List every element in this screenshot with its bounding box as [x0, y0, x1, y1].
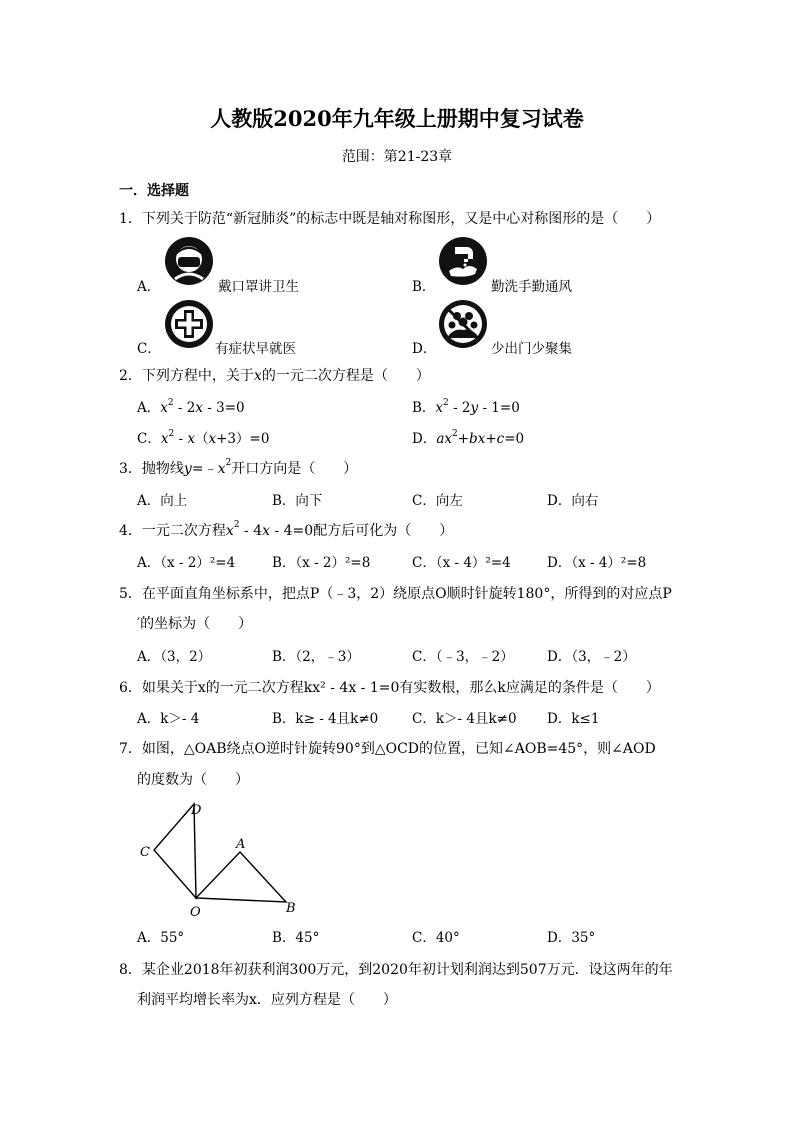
- q1-option-d-letter: D．: [412, 341, 437, 357]
- q1-option-b-caption: 勤洗手勤通风: [491, 279, 572, 295]
- question-7-stem-line2: 的度数为（ ）: [137, 772, 249, 788]
- page-title: 人教版2020年九年级上册期中复习试卷: [210, 106, 584, 131]
- q2-option-d: D．$ax^2+bx+c=0$: [412, 428, 525, 447]
- question-7-stem-line1: 7．如图，△OAB绕点O逆时针旋转90°到△OCD的位置，已知∠AOB=45°，则∠AOD: [119, 741, 656, 757]
- label-d: D: [191, 803, 202, 818]
- q6-option-b: B．k≥ - 4且k≠0: [272, 711, 379, 727]
- q6-option-c: C．k＞- 4且k≠0: [412, 711, 517, 727]
- question-8-stem-line2: 利润平均增长率为x．应列方程是（ ）: [137, 992, 397, 1008]
- q1-option-c-letter: C．: [137, 341, 161, 357]
- section-heading: 一．选择题: [119, 183, 189, 199]
- label-c: C: [140, 845, 150, 860]
- no-crowd-icon: [437, 298, 489, 354]
- q4-option-b: B．（x - 2）²=8: [272, 555, 371, 571]
- q5-option-b: B．（2，﹣3）: [272, 649, 360, 665]
- q3-option-a: A．向上: [137, 493, 188, 509]
- question-2-stem: 2．下列方程中，关于x的一元二次方程是（ ）: [119, 368, 430, 384]
- question-5-stem-line1: 5．在平面直角坐标系中，把点P（﹣3，2）绕原点O顺时针旋转180°，所得到的对应点P: [119, 586, 672, 602]
- q4-option-a: A．（x - 2）²=4: [137, 555, 236, 571]
- q1-option-c-caption: 有症状早就医: [215, 341, 296, 357]
- q7-option-d: D．35°: [547, 930, 596, 946]
- q4-option-d: D．（x - 4）²=8: [547, 555, 647, 571]
- medical-cross-icon: [163, 298, 215, 354]
- hand-wash-icon: [437, 235, 489, 291]
- q3-option-c: C．向左: [412, 493, 463, 509]
- q7-option-b: B．45°: [272, 930, 320, 946]
- q2-option-c: C．$x^2 - x(x+3)=0$: [137, 428, 270, 447]
- label-o: O: [190, 905, 201, 920]
- q1-option-a-letter: A．: [137, 279, 161, 295]
- triangle-oab: [196, 852, 286, 902]
- question-5-stem-line2: ′的坐标为（ ）: [137, 616, 253, 632]
- triangle-ocd: [154, 804, 196, 898]
- mask-person-icon: [163, 235, 215, 291]
- q2-option-b: B．$x^2 - 2y - 1=0$: [412, 397, 520, 416]
- q2-option-a: A．$x^2 - 2x - 3=0$: [137, 397, 245, 416]
- q1-option-b-letter: B．: [412, 279, 436, 295]
- q3-option-d: D．向右: [547, 493, 599, 509]
- question-8-stem-line1: 8．某企业2018年初获利润300万元，到2020年初计划利润达到507万元．设这两年的年: [119, 962, 673, 978]
- label-b: B: [286, 901, 296, 916]
- page-subtitle: 范围：第21-23章: [341, 149, 453, 165]
- q7-option-a: A．55°: [137, 930, 185, 946]
- q1-option-a-caption: 戴口罩讲卫生: [218, 279, 299, 295]
- question-3-stem: 3．抛物线$y=﹣x^2$开口方向是（ ）: [119, 458, 358, 477]
- q5-option-a: A．（3，2）: [137, 649, 212, 665]
- question-1-stem: 1．下列关于防范“新冠肺炎”的标志中既是轴对称图形，又是中心对称图形的是（ ）: [119, 211, 661, 227]
- q3-option-b: B．向下: [272, 493, 323, 509]
- question-6-stem: 6．如果关于x的一元二次方程kx² - 4x - 1=0有实数根，那么k应满足的条件是（ ）: [119, 680, 660, 696]
- q1-option-d-caption: 少出门少聚集: [491, 341, 572, 357]
- q6-option-d: D．k≤1: [547, 711, 600, 727]
- q5-option-c: C．（﹣3，﹣2）: [412, 649, 514, 665]
- question-4-stem: 4．一元二次方程$x^2 - 4x - 4=0$配方后可化为（ ）: [119, 520, 454, 539]
- label-a: A: [236, 837, 246, 852]
- q4-option-c: C．（x - 4）²=4: [412, 555, 511, 571]
- q5-option-d: D．（3，﹣2）: [547, 649, 636, 665]
- q7-option-c: C．40°: [412, 930, 460, 946]
- rotation-figure: [130, 790, 310, 925]
- q6-option-a: A．k＞- 4: [137, 711, 200, 727]
